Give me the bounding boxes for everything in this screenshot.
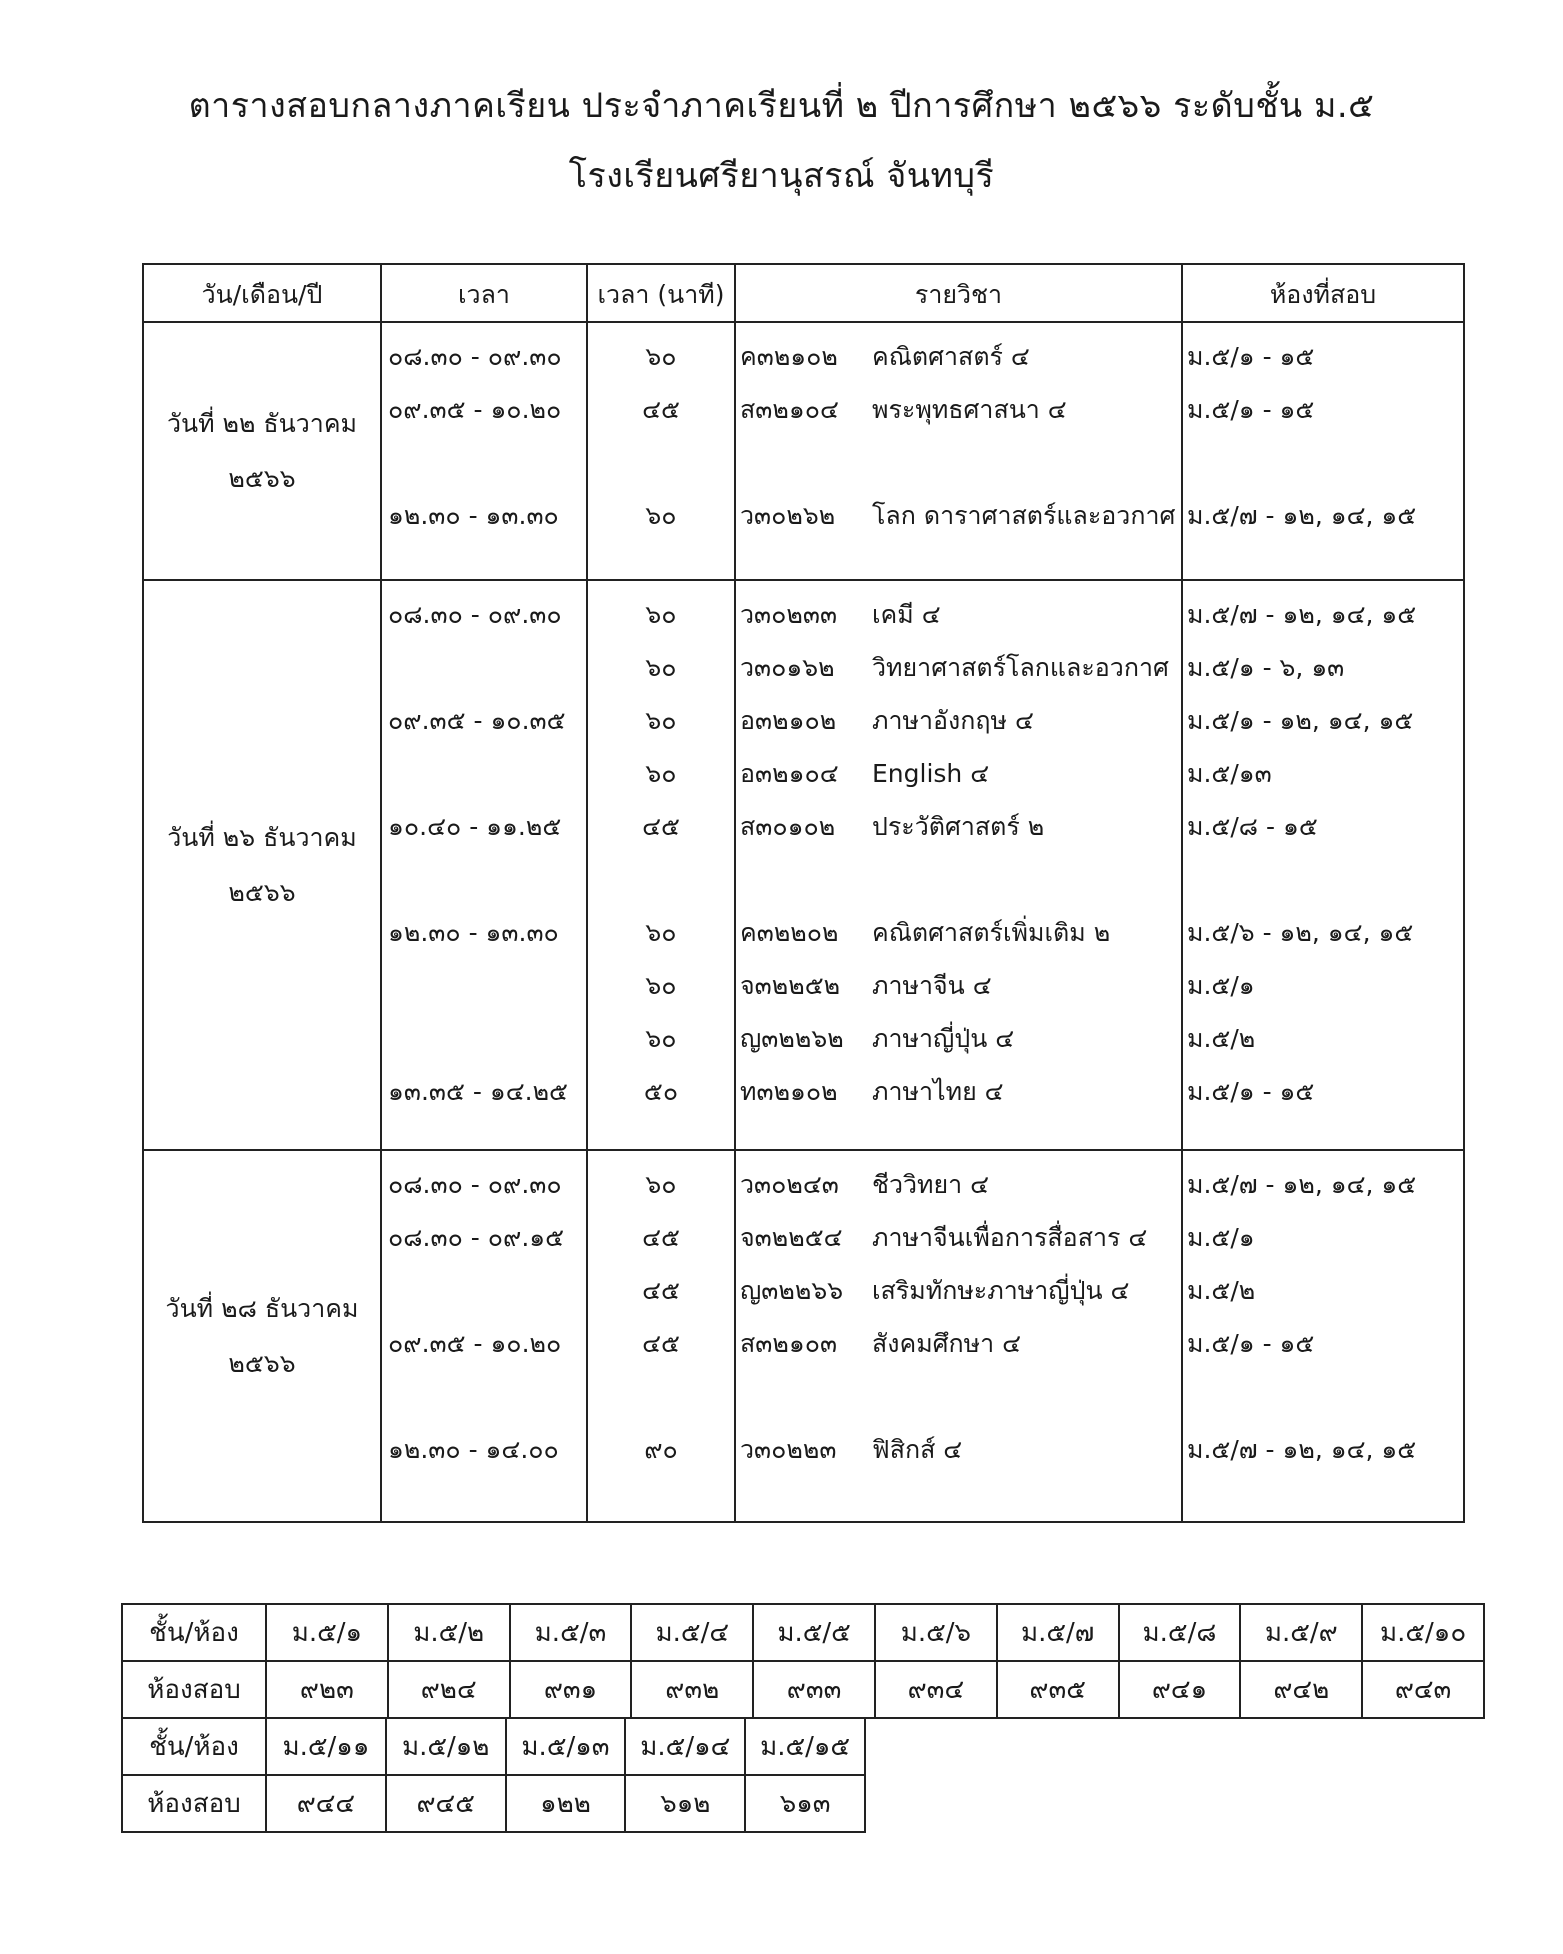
exam-subject	[736, 906, 1181, 959]
class-cell: ม.๕/๗	[997, 1604, 1119, 1661]
exam-minutes: ๖๐	[645, 1170, 677, 1199]
exam-rooms: ม.๕/๑ - ๑๕	[1187, 395, 1315, 424]
exam-rooms: ม.๕/๑	[1187, 1223, 1255, 1252]
exam-minutes: ๖๐	[645, 653, 677, 682]
row-gap	[736, 1370, 1181, 1423]
exam-minutes: ๖๐	[645, 501, 677, 530]
class-cell: ม.๕/๘	[1119, 1604, 1241, 1661]
exam-rooms: ม.๕/๑๓	[1187, 759, 1272, 788]
header-time: เวลา	[381, 264, 587, 322]
exam-rooms: ม.๕/๗ - ๑๒, ๑๔, ๑๕	[1187, 1170, 1417, 1199]
subject-code: ค๓๒๒๐๒	[740, 918, 839, 947]
cell-spacer	[736, 1151, 1181, 1158]
time-column	[381, 1150, 587, 1522]
subject-code: ญ๓๒๒๖๖	[740, 1276, 844, 1305]
row-gap	[736, 436, 1181, 489]
exam-subject	[736, 1264, 1181, 1317]
day-date: วันที่ ๒๒ ธันวาคม	[166, 409, 358, 438]
row-gap	[588, 853, 734, 906]
class-row	[122, 1604, 1484, 1661]
subject-name: English ๔	[872, 759, 990, 788]
subject-name: เสริมทักษะภาษาญี่ปุ่น ๔	[872, 1276, 1130, 1305]
room-cell: ๖๑๒	[625, 1775, 745, 1832]
room-row	[122, 1661, 1484, 1718]
subject-code: ว๓๐๒๖๒	[740, 501, 836, 530]
class-cell: ม.๕/๕	[753, 1604, 875, 1661]
subject-column	[735, 580, 1182, 1150]
exam-minutes: ๔๕	[642, 1329, 680, 1358]
exam-minutes: ๖๐	[645, 759, 677, 788]
minutes-column	[587, 580, 735, 1150]
exam-schedule-table	[142, 263, 1465, 1523]
subject-name: โลก ดาราศาสตร์และอวกาศ	[872, 501, 1176, 530]
subject-code: ท๓๒๑๐๒	[740, 1077, 838, 1106]
exam-rooms: ม.๕/๑ - ๖, ๑๓	[1187, 653, 1345, 682]
row-gap	[588, 1370, 734, 1423]
cell-spacer	[1183, 323, 1463, 330]
exam-subject	[736, 641, 1181, 694]
subject-name: ฟิสิกส์ ๔	[872, 1435, 963, 1464]
exam-time	[382, 959, 586, 1012]
day-date-cell	[143, 322, 381, 580]
exam-minutes: ๕๐	[643, 1077, 679, 1106]
exam-time: ๐๙.๓๕ - ๑๐.๒๐	[388, 395, 562, 424]
subject-name: คณิตศาสตร์เพิ่มเติม ๒	[872, 918, 1111, 947]
day-date: วันที่ ๒๖ ธันวาคม	[167, 823, 357, 852]
exam-time	[382, 1012, 586, 1065]
exam-room-column	[1182, 1150, 1464, 1522]
exam-rooms: ม.๕/๘ - ๑๕	[1187, 812, 1318, 841]
subject-code: จ๓๒๒๕๒	[740, 971, 841, 1000]
cell-spacer	[736, 581, 1181, 588]
exam-subject	[736, 1211, 1181, 1264]
subject-column	[735, 322, 1182, 580]
exam-minutes: ๖๐	[645, 918, 677, 947]
cell-spacer	[588, 581, 734, 588]
class-cell: ม.๕/๑๐	[1362, 1604, 1484, 1661]
day-date: วันที่ ๒๘ ธันวาคม	[165, 1294, 359, 1323]
room-cell: ๙๓๒	[631, 1661, 753, 1718]
time-column	[381, 322, 587, 580]
cell-spacer	[1183, 581, 1463, 588]
day-block-row	[143, 1150, 1464, 1522]
subject-code: อ๓๒๑๐๔	[740, 759, 839, 788]
room-cell: ๙๒๔	[388, 1661, 510, 1718]
cell-spacer	[382, 1151, 586, 1158]
row-gap	[1183, 853, 1463, 906]
exam-subject	[736, 1012, 1181, 1065]
class-cell: ม.๕/๙	[1240, 1604, 1362, 1661]
subject-code: อ๓๒๑๐๒	[740, 706, 837, 735]
room-cell: ๙๔๓	[1362, 1661, 1484, 1718]
class-row	[122, 1718, 865, 1775]
subject-name: ภาษาไทย ๔	[872, 1077, 1004, 1106]
room-cell: ๙๓๓	[753, 1661, 875, 1718]
class-cell: ม.๕/๔	[631, 1604, 753, 1661]
subject-code: จ๓๒๒๕๔	[740, 1223, 843, 1252]
row-gap	[1183, 436, 1463, 489]
cell-spacer	[736, 323, 1181, 330]
exam-subject	[736, 1317, 1181, 1370]
subject-code: ญ๓๒๒๖๒	[740, 1024, 844, 1053]
class-cell: ม.๕/๑๑	[266, 1718, 386, 1775]
subject-name: วิทยาศาสตร์โลกและอวกาศ	[872, 653, 1169, 682]
subject-code: ว๓๐๑๖๒	[740, 653, 835, 682]
room-row	[122, 1775, 865, 1832]
day-block-row	[143, 580, 1464, 1150]
exam-minutes: ๖๐	[645, 1024, 677, 1053]
room-cell: ๙๒๓	[266, 1661, 388, 1718]
exam-time: ๑๐.๔๐ - ๑๑.๒๕	[388, 812, 562, 841]
cell-spacer	[382, 323, 586, 330]
subject-name: เคมี ๔	[872, 600, 941, 629]
subject-name: พระพุทธศาสนา ๔	[872, 395, 1067, 424]
header-subject: รายวิชา	[735, 264, 1182, 322]
subject-name: ชีววิทยา ๔	[872, 1170, 990, 1199]
subject-code: ส๓๒๑๐๔	[740, 395, 839, 424]
class-cell: ม.๕/๓	[510, 1604, 632, 1661]
exam-rooms: ม.๕/๑ - ๑๕	[1187, 1329, 1315, 1358]
exam-subject	[736, 1158, 1181, 1211]
exam-minutes: ๖๐	[645, 971, 677, 1000]
exam-time: ๑๒.๓๐ - ๑๓.๓๐	[388, 918, 559, 947]
room-table-block-1	[121, 1603, 1485, 1719]
exam-subject	[736, 489, 1181, 542]
day-block-row	[143, 322, 1464, 580]
minutes-column	[587, 322, 735, 580]
day-date-cell	[143, 580, 381, 1150]
exam-subject	[736, 330, 1181, 383]
subject-name: ภาษาจีนเพื่อการสื่อสาร ๔	[872, 1223, 1148, 1252]
exam-rooms: ม.๕/๗ - ๑๒, ๑๔, ๑๕	[1187, 501, 1417, 530]
class-row-label: ชั้น/ห้อง	[122, 1604, 266, 1661]
room-cell: ๙๔๕	[386, 1775, 506, 1832]
header-minutes: เวลา (นาที)	[587, 264, 735, 322]
subject-name: ภาษาอังกฤษ ๔	[872, 706, 1034, 735]
subject-column	[735, 1150, 1182, 1522]
day-year: ๒๕๖๖	[228, 878, 296, 907]
room-cell: ๙๓๑	[510, 1661, 632, 1718]
class-cell: ม.๕/๑๓	[506, 1718, 626, 1775]
class-cell: ม.๕/๑๔	[625, 1718, 745, 1775]
cell-spacer	[382, 581, 586, 588]
time-column	[381, 580, 587, 1150]
exam-minutes: ๖๐	[645, 342, 677, 371]
row-gap	[382, 1370, 586, 1423]
subject-code: ว๓๐๒๒๓	[740, 1435, 837, 1464]
class-cell: ม.๕/๑๒	[386, 1718, 506, 1775]
exam-subject	[736, 383, 1181, 436]
exam-time	[382, 641, 586, 694]
exam-room-column	[1182, 322, 1464, 580]
subject-code: ส๓๒๑๐๓	[740, 1329, 838, 1358]
room-cell: ๑๒๒	[506, 1775, 626, 1832]
exam-subject	[736, 694, 1181, 747]
exam-subject	[736, 959, 1181, 1012]
exam-subject	[736, 1065, 1181, 1118]
exam-time: ๑๓.๓๕ - ๑๔.๒๕	[388, 1077, 568, 1106]
row-gap	[588, 436, 734, 489]
day-year: ๒๕๖๖	[228, 464, 296, 493]
exam-subject	[736, 588, 1181, 641]
room-row-label: ห้องสอบ	[122, 1775, 266, 1832]
exam-minutes: ๙๐	[644, 1435, 678, 1464]
exam-time: ๐๘.๓๐ - ๐๙.๓๐	[388, 342, 562, 371]
exam-time	[382, 1264, 586, 1317]
class-cell: ม.๕/๖	[875, 1604, 997, 1661]
row-gap	[736, 853, 1181, 906]
header-exam-room: ห้องที่สอบ	[1182, 264, 1464, 322]
room-cell: ๙๔๔	[266, 1775, 386, 1832]
class-cell: ม.๕/๑๕	[745, 1718, 865, 1775]
room-table-block-2	[121, 1717, 866, 1833]
exam-rooms: ม.๕/๑ - ๑๕	[1187, 342, 1315, 371]
subject-name: ภาษาญี่ปุ่น ๔	[872, 1024, 1015, 1053]
day-year: ๒๕๖๖	[228, 1349, 296, 1378]
exam-minutes: ๔๕	[642, 1276, 680, 1305]
row-gap	[1183, 1370, 1463, 1423]
exam-time: ๐๙.๓๕ - ๑๐.๒๐	[388, 1329, 562, 1358]
subject-name: ภาษาจีน ๔	[872, 971, 992, 1000]
cell-spacer	[588, 1151, 734, 1158]
room-cell: ๙๔๑	[1119, 1661, 1241, 1718]
exam-minutes: ๖๐	[645, 706, 677, 735]
exam-minutes: ๖๐	[645, 600, 677, 629]
header-date: วัน/เดือน/ปี	[143, 264, 381, 322]
page-title: ตารางสอบกลางภาคเรียน ประจำภาคเรียนที่ ๒ ปีการศึกษา ๒๕๖๖ ระดับชั้น ม.๕	[188, 86, 1375, 126]
day-date-cell	[143, 1150, 381, 1522]
minutes-column	[587, 1150, 735, 1522]
exam-time: ๐๘.๓๐ - ๐๙.๓๐	[388, 1170, 562, 1199]
exam-time: ๑๒.๓๐ - ๑๓.๓๐	[388, 501, 559, 530]
exam-time: ๐๘.๓๐ - ๐๙.๑๕	[388, 1223, 565, 1252]
room-cell: ๖๑๓	[745, 1775, 865, 1832]
class-row-label: ชั้น/ห้อง	[122, 1718, 266, 1775]
exam-subject	[736, 800, 1181, 853]
exam-room-column	[1182, 580, 1464, 1150]
exam-minutes: ๔๕	[642, 812, 680, 841]
exam-subject	[736, 1423, 1181, 1476]
subject-code: ว๓๐๒๓๓	[740, 600, 838, 629]
subject-name: ประวัติศาสตร์ ๒	[872, 812, 1045, 841]
exam-minutes: ๔๕	[642, 395, 680, 424]
school-name: โรงเรียนศรียานุสรณ์ จันทบุรี	[568, 156, 995, 196]
class-cell: ม.๕/๑	[266, 1604, 388, 1661]
room-cell: ๙๓๕	[997, 1661, 1119, 1718]
exam-rooms: ม.๕/๑	[1187, 971, 1255, 1000]
subject-name: สังคมศึกษา ๔	[872, 1329, 1022, 1358]
room-cell: ๙๓๔	[875, 1661, 997, 1718]
exam-rooms: ม.๕/๒	[1187, 1276, 1256, 1305]
exam-subject	[736, 747, 1181, 800]
exam-time: ๐๘.๓๐ - ๐๙.๓๐	[388, 600, 562, 629]
schedule-header-row	[143, 264, 1464, 322]
exam-minutes: ๔๕	[642, 1223, 680, 1252]
room-cell: ๙๔๒	[1240, 1661, 1362, 1718]
exam-time	[382, 747, 586, 800]
exam-rooms: ม.๕/๑ - ๑๕	[1187, 1077, 1315, 1106]
exam-rooms: ม.๕/๖ - ๑๒, ๑๔, ๑๕	[1187, 918, 1414, 947]
exam-rooms: ม.๕/๒	[1187, 1024, 1256, 1053]
subject-code: ค๓๒๑๐๒	[740, 342, 838, 371]
exam-rooms: ม.๕/๗ - ๑๒, ๑๔, ๑๕	[1187, 600, 1417, 629]
exam-rooms: ม.๕/๑ - ๑๒, ๑๔, ๑๕	[1187, 706, 1414, 735]
exam-time: ๑๒.๓๐ - ๑๔.๐๐	[388, 1435, 559, 1464]
class-cell: ม.๕/๒	[388, 1604, 510, 1661]
room-row-label: ห้องสอบ	[122, 1661, 266, 1718]
subject-code: ส๓๐๑๐๒	[740, 812, 836, 841]
exam-rooms: ม.๕/๗ - ๑๒, ๑๔, ๑๕	[1187, 1435, 1417, 1464]
subject-code: ว๓๐๒๔๓	[740, 1170, 839, 1199]
cell-spacer	[1183, 1151, 1463, 1158]
exam-time: ๐๙.๓๕ - ๑๐.๓๕	[388, 706, 566, 735]
row-gap	[382, 853, 586, 906]
row-gap	[382, 436, 586, 489]
cell-spacer	[588, 323, 734, 330]
subject-name: คณิตศาสตร์ ๔	[872, 342, 1030, 371]
